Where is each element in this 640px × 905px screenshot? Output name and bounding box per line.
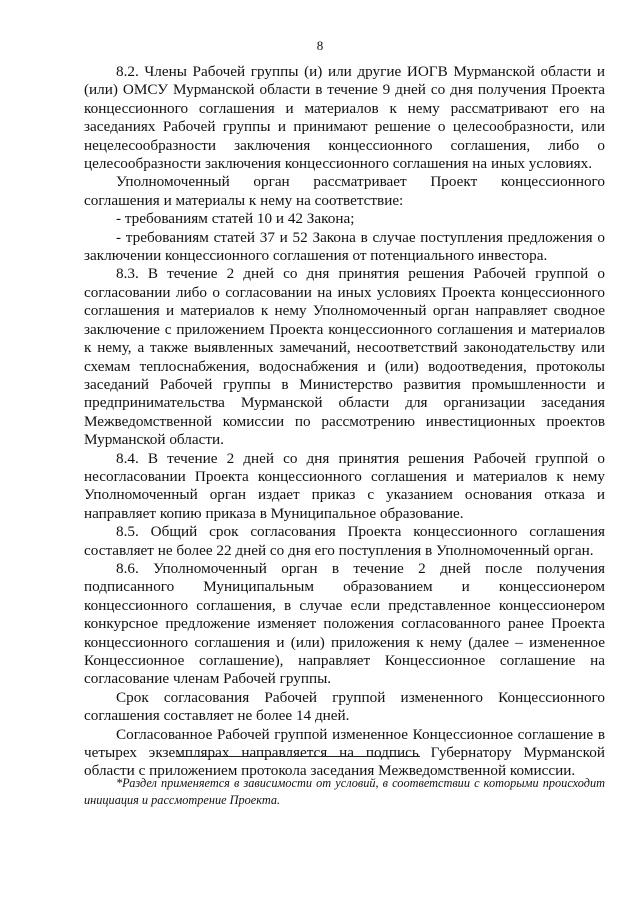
footnote-divider	[176, 756, 420, 757]
paragraph-8-6: 8.6. Уполномоченный орган в течение 2 дней после получения подписанного Муниципальным образованием и концессионером концессионного соглашения, в случае если представленное концессионером конкурсное предложение изменяет положения согласованного ранее Проекта концессионного соглашения и (или) приложения к нему (далее – измененное Концессионное соглашение), направляет Концессионное соглашение на согласование членам Рабочей группы.	[84, 559, 605, 688]
list-item-articles-10-42: - требованиям статей 10 и 42 Закона;	[116, 210, 355, 228]
list-item-articles-37-52: - требованиям статей 37 и 52 Закона в случае поступления предложения о заключении концессионного соглашения от потенциального инвестора.	[84, 228, 605, 265]
paragraph-governor-signature: Согласованное Рабочей группой измененное Концессионное соглашение в четырех экземплярах направляется на подпись Губернатору Мурманской области с приложением протокола заседания Межведомственной комиссии.	[84, 725, 605, 780]
footnote: *Раздел применяется в зависимости от условий, в соответствии с которыми происходит инициация и рассмотрение Проекта.	[84, 776, 605, 807]
paragraph-8-5: 8.5. Общий срок согласования Проекта концессионного соглашения составляет не более 22 дней со дня его поступления в Уполномоченный орган.	[84, 523, 605, 559]
paragraph-8-2: 8.2. Члены Рабочей группы (и) или другие ИОГВ Мурманской области и (или) ОМСУ Мурманской области в течение 9 дней со дня получения Проекта концессионного соглашения и материалов к нему рассматривают его на заседаниях Рабочей группы и принимают решение о целесообразности, или нецелесообразности заключения концессионного соглашения, либо о целесообразности заключения концессионного соглашения на иных условиях.	[84, 63, 605, 173]
page-number: 8	[316, 38, 324, 53]
document-body	[84, 63, 605, 781]
paragraph-authorized-body-review: Уполномоченный орган рассматривает Проект концессионного соглашения и материалы к нему на соответствие:	[84, 173, 605, 209]
paragraph-8-3: 8.3. В течение 2 дней со дня принятия решения Рабочей группой о согласовании либо о согласовании на иных условиях Проекта концессионного соглашения и материалов к нему Уполномоченный орган направляет сводное заключение с приложением Проекта концессионного соглашения и материалов к нему, а также выявленных замечаний, несоответствий законодательству или схемам теплоснабжения, водоснабжения и (или) водоотведения, протоколы заседаний Рабочей группы в Министерство развития промышленности и предпринимательства Мурманской области для организации заседания Межведомственной комиссии по рассмотрению инвестиционных проектов Мурманской области.	[84, 265, 605, 449]
paragraph-8-4: 8.4. В течение 2 дней со дня принятия решения Рабочей группой о несогласовании Проекта концессионного соглашения и материалов к нему Уполномоченный орган издает приказ с указанием основания отказа и направляет копию приказа в Муниципальное образование.	[84, 449, 605, 522]
paragraph-approval-term: Срок согласования Рабочей группой измененного Концессионного соглашения составляет не более 14 дней.	[84, 688, 605, 725]
